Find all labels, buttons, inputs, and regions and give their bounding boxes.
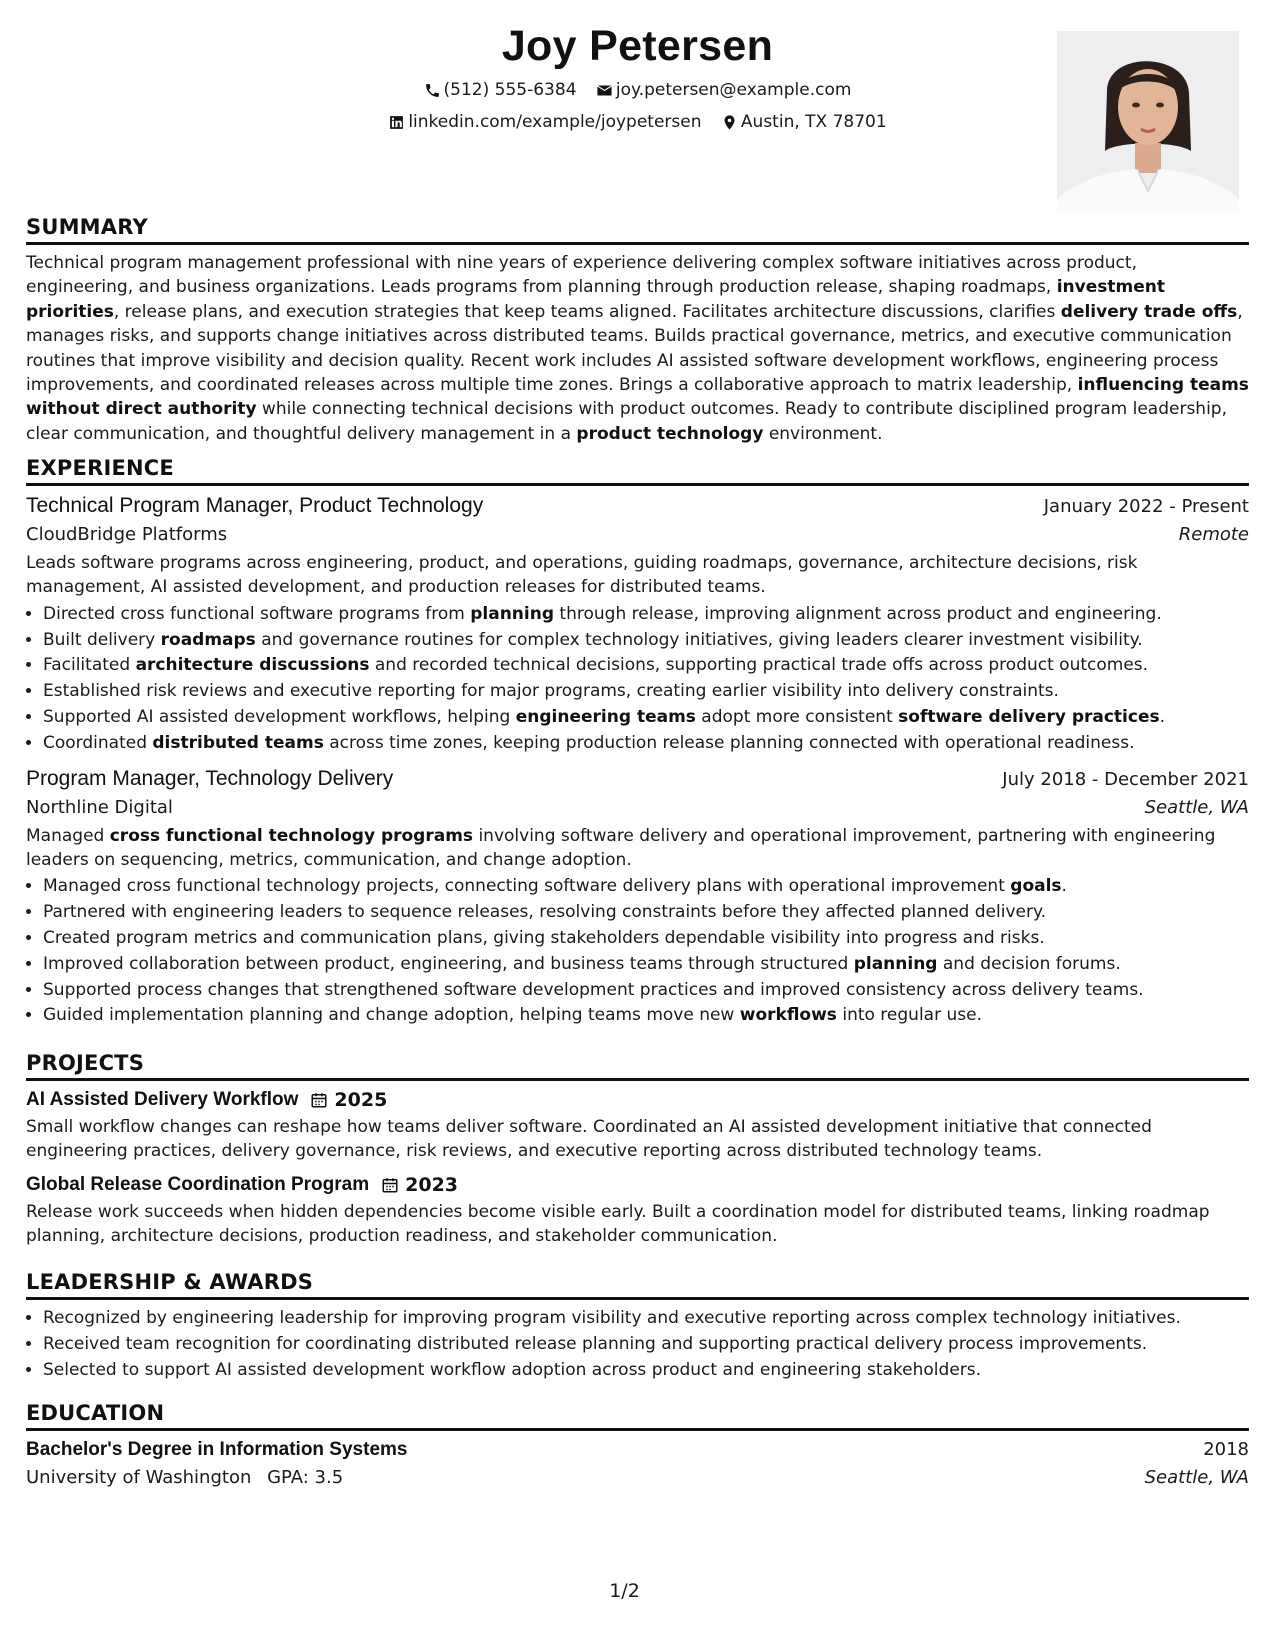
email-text: joy.petersen@example.com bbox=[615, 80, 852, 100]
list-item bbox=[43, 731, 1249, 757]
bold-text: delivery trade offs bbox=[1060, 301, 1238, 322]
job-entry bbox=[26, 767, 1249, 1030]
text-run: Managed cross functional technology projects, connecting software delivery plans with operational improvement bbox=[43, 876, 1011, 897]
job-location: Remote bbox=[1178, 524, 1249, 545]
phone-contact[interactable] bbox=[424, 80, 577, 100]
education-section bbox=[26, 1401, 1249, 1488]
education-gpa: GPA: 3.5 bbox=[267, 1467, 344, 1488]
job-entry bbox=[26, 494, 1249, 757]
location-contact bbox=[721, 112, 887, 132]
list-item bbox=[43, 705, 1249, 731]
location-text: Austin, TX 78701 bbox=[740, 112, 887, 132]
list-item bbox=[43, 679, 1249, 705]
candidate-name: Joy Petersen bbox=[501, 22, 774, 70]
education-location: Seattle, WA bbox=[1144, 1467, 1249, 1488]
job-bullets bbox=[26, 602, 1249, 757]
resume-page bbox=[26, 0, 1249, 1650]
list-item: • Received team recognition for coordinating distributed release planning and supporting practical delivery process improvements. bbox=[43, 1332, 1249, 1358]
text-run: adopt more consistent bbox=[695, 707, 899, 727]
projects-section bbox=[26, 1051, 1249, 1249]
bold-text: engineering teams bbox=[515, 707, 696, 727]
bold-text: distributed teams bbox=[152, 732, 324, 753]
list-item bbox=[43, 900, 1249, 926]
job-title: Program Manager, Technology Delivery bbox=[26, 766, 394, 790]
text-run: Improved collaboration between product, engineering, and business teams through structured bbox=[43, 953, 854, 974]
project-title: AI Assisted Delivery Workflow bbox=[26, 1089, 299, 1110]
bold-text: product technology bbox=[576, 423, 764, 444]
text-run: Supported process changes that strengthened software development practices and improved consistency across delivery teams. bbox=[43, 979, 1144, 1000]
text-run: while connecting technical decisions with product outcomes. Ready to contribute disciplined program leadership, clear communication, and thoughtful delivery management in a bbox=[26, 399, 1227, 444]
list-item bbox=[43, 978, 1249, 1004]
education-year: 2018 bbox=[1203, 1439, 1249, 1460]
job-title: Technical Program Manager, Product Technology bbox=[26, 494, 484, 517]
list-item bbox=[43, 926, 1249, 952]
section-title-projects: PROJECTS bbox=[26, 1051, 1249, 1081]
text-run: environment. bbox=[763, 423, 883, 444]
bold-text: influencing teams without direct authority bbox=[26, 375, 1249, 420]
bold-text: workflows bbox=[739, 1005, 837, 1026]
job-dates: January 2022 - Present bbox=[1043, 496, 1249, 517]
text-run: Built delivery bbox=[43, 629, 161, 650]
email-contact[interactable] bbox=[596, 80, 852, 100]
text-run: , release plans, and execution strategies that keep teams aligned. Facilitates architecture discussions, clarifies bbox=[113, 301, 1061, 322]
text-run: Coordinated bbox=[43, 732, 153, 753]
bold-text: software delivery practices bbox=[898, 707, 1160, 727]
profile-photo bbox=[1057, 31, 1239, 213]
job-bullets bbox=[26, 874, 1249, 1029]
bold-text: roadmaps bbox=[160, 629, 256, 650]
bold-text: planning bbox=[470, 603, 555, 624]
list-item bbox=[43, 1003, 1249, 1029]
linkedin-icon bbox=[388, 114, 405, 131]
text-run: and decision forums. bbox=[937, 953, 1121, 974]
linkedin-contact[interactable] bbox=[388, 112, 701, 132]
envelope-icon bbox=[596, 82, 613, 99]
job-dates: July 2018 - December 2021 bbox=[1002, 768, 1249, 790]
text-run: Leads software programs across engineering, product, and operations, guiding roadmaps, governance, architecture decisions, risk management, AI assisted development, and production releases for distributed teams. bbox=[26, 553, 1138, 598]
phone-icon bbox=[424, 82, 441, 99]
page-number: 1/2 bbox=[609, 1580, 640, 1602]
linkedin-text: linkedin.com/example/joypetersen bbox=[408, 112, 702, 132]
bold-text: architecture discussions bbox=[135, 655, 370, 676]
text-run: Technical program management professional with nine years of experience delivering complex software initiatives across product, engineering, and business organizations. Leads programs from planning through production release, shaping roadmaps, bbox=[26, 253, 1137, 298]
text-run: Supported AI assisted development workflows, helping bbox=[43, 707, 516, 727]
text-run: . bbox=[1061, 876, 1067, 897]
education-school: University of Washington bbox=[26, 1467, 252, 1488]
project-year: 2023 bbox=[405, 1173, 459, 1196]
text-run: Facilitated bbox=[43, 655, 136, 676]
section-title-experience: EXPERIENCE bbox=[26, 456, 1249, 486]
experience-section bbox=[26, 456, 1249, 1029]
text-run: into regular use. bbox=[836, 1005, 982, 1026]
education-degree: Bachelor's Degree in Information Systems bbox=[26, 1439, 408, 1460]
section-title-leadership: LEADERSHIP & AWARDS bbox=[26, 1270, 1249, 1300]
map-pin-icon bbox=[721, 114, 738, 131]
job-description bbox=[26, 824, 1249, 873]
summary-text bbox=[26, 251, 1249, 446]
text-run: and recorded technical decisions, supporting practical trade offs across product outcomes. bbox=[369, 655, 1149, 676]
list-item bbox=[43, 628, 1249, 654]
project-description: Small workflow changes can reshape how teams deliver software. Coordinated an AI assisted development initiative that connected engineering practices, delivery governance, risk reviews, and executive reporting across distributed technology teams. bbox=[26, 1117, 1152, 1162]
text-run: and governance routines for complex technology initiatives, giving leaders clearer investment visibility. bbox=[255, 629, 1143, 650]
bold-text: planning bbox=[853, 953, 938, 974]
bold-text: cross functional technology programs bbox=[109, 825, 474, 846]
calendar-icon bbox=[310, 1091, 328, 1109]
project-title: Global Release Coordination Program bbox=[26, 1173, 370, 1195]
list-item bbox=[43, 874, 1249, 900]
job-description bbox=[26, 551, 1249, 600]
bold-text: goals bbox=[1010, 876, 1062, 897]
list-item bbox=[43, 653, 1249, 679]
section-title-education: EDUCATION bbox=[26, 1401, 1249, 1431]
list-item bbox=[43, 952, 1249, 978]
leadership-section bbox=[26, 1270, 1249, 1383]
text-run: . bbox=[1159, 707, 1166, 727]
project-year: 2025 bbox=[334, 1089, 388, 1111]
resume-header bbox=[26, 0, 1249, 210]
summary-section bbox=[26, 215, 1249, 446]
list-item: • Recognized by engineering leadership for improving program visibility and executive reporting across complex technology initiatives. bbox=[43, 1306, 1249, 1332]
text-run: involving software delivery and operational improvement, partnering with engineering leaders on sequencing, metrics, communication, and change adoption. bbox=[26, 825, 1216, 870]
text-run: Guided implementation planning and change adoption, helping teams move new bbox=[43, 1005, 740, 1026]
calendar-icon bbox=[381, 1176, 399, 1194]
project-entry bbox=[26, 1174, 1249, 1249]
list-item bbox=[43, 602, 1249, 628]
text-run: across time zones, keeping production release planning connected with operational readiness. bbox=[323, 732, 1135, 753]
job-location: Seattle, WA bbox=[1144, 796, 1249, 818]
bold-text: investment priorities bbox=[26, 277, 1165, 322]
job-company: Northline Digital bbox=[26, 796, 173, 818]
text-run: Partnered with engineering leaders to sequence releases, resolving constraints before they affected planned delivery. bbox=[43, 902, 1046, 923]
section-title-summary: SUMMARY bbox=[26, 215, 1249, 245]
text-run: Managed bbox=[26, 825, 110, 846]
project-entry bbox=[26, 1089, 1249, 1164]
text-run: Directed cross functional software programs from bbox=[43, 603, 471, 624]
text-run: through release, improving alignment across product and engineering. bbox=[554, 603, 1162, 624]
leadership-list bbox=[26, 1306, 1249, 1383]
project-description: Release work succeeds when hidden dependencies become visible early. Built a coordination model for distributed teams, linking roadmap planning, architecture decisions, production readiness, and stakeholder communication. bbox=[26, 1201, 1210, 1247]
job-company: CloudBridge Platforms bbox=[26, 524, 228, 545]
phone-text: (512) 555-6384 bbox=[443, 80, 577, 100]
list-item: • Selected to support AI assisted development workflow adoption across product and engineering stakeholders. bbox=[43, 1358, 1249, 1384]
text-run: Established risk reviews and executive reporting for major programs, creating earlier visibility into delivery constraints. bbox=[43, 681, 1059, 702]
text-run: , manages risks, and supports change initiatives across distributed teams. Builds practical governance, metrics, and executive communication routines that improve visibility and decision quality. Recent work includes AI assisted software development workflows, engineering process improvements, and coordinated releases across multiple time zones. Brings a collaborative approach to matrix leadership, bbox=[26, 301, 1243, 396]
text-run: Created program metrics and communication plans, giving stakeholders dependable visibility into progress and risks. bbox=[43, 928, 1045, 948]
